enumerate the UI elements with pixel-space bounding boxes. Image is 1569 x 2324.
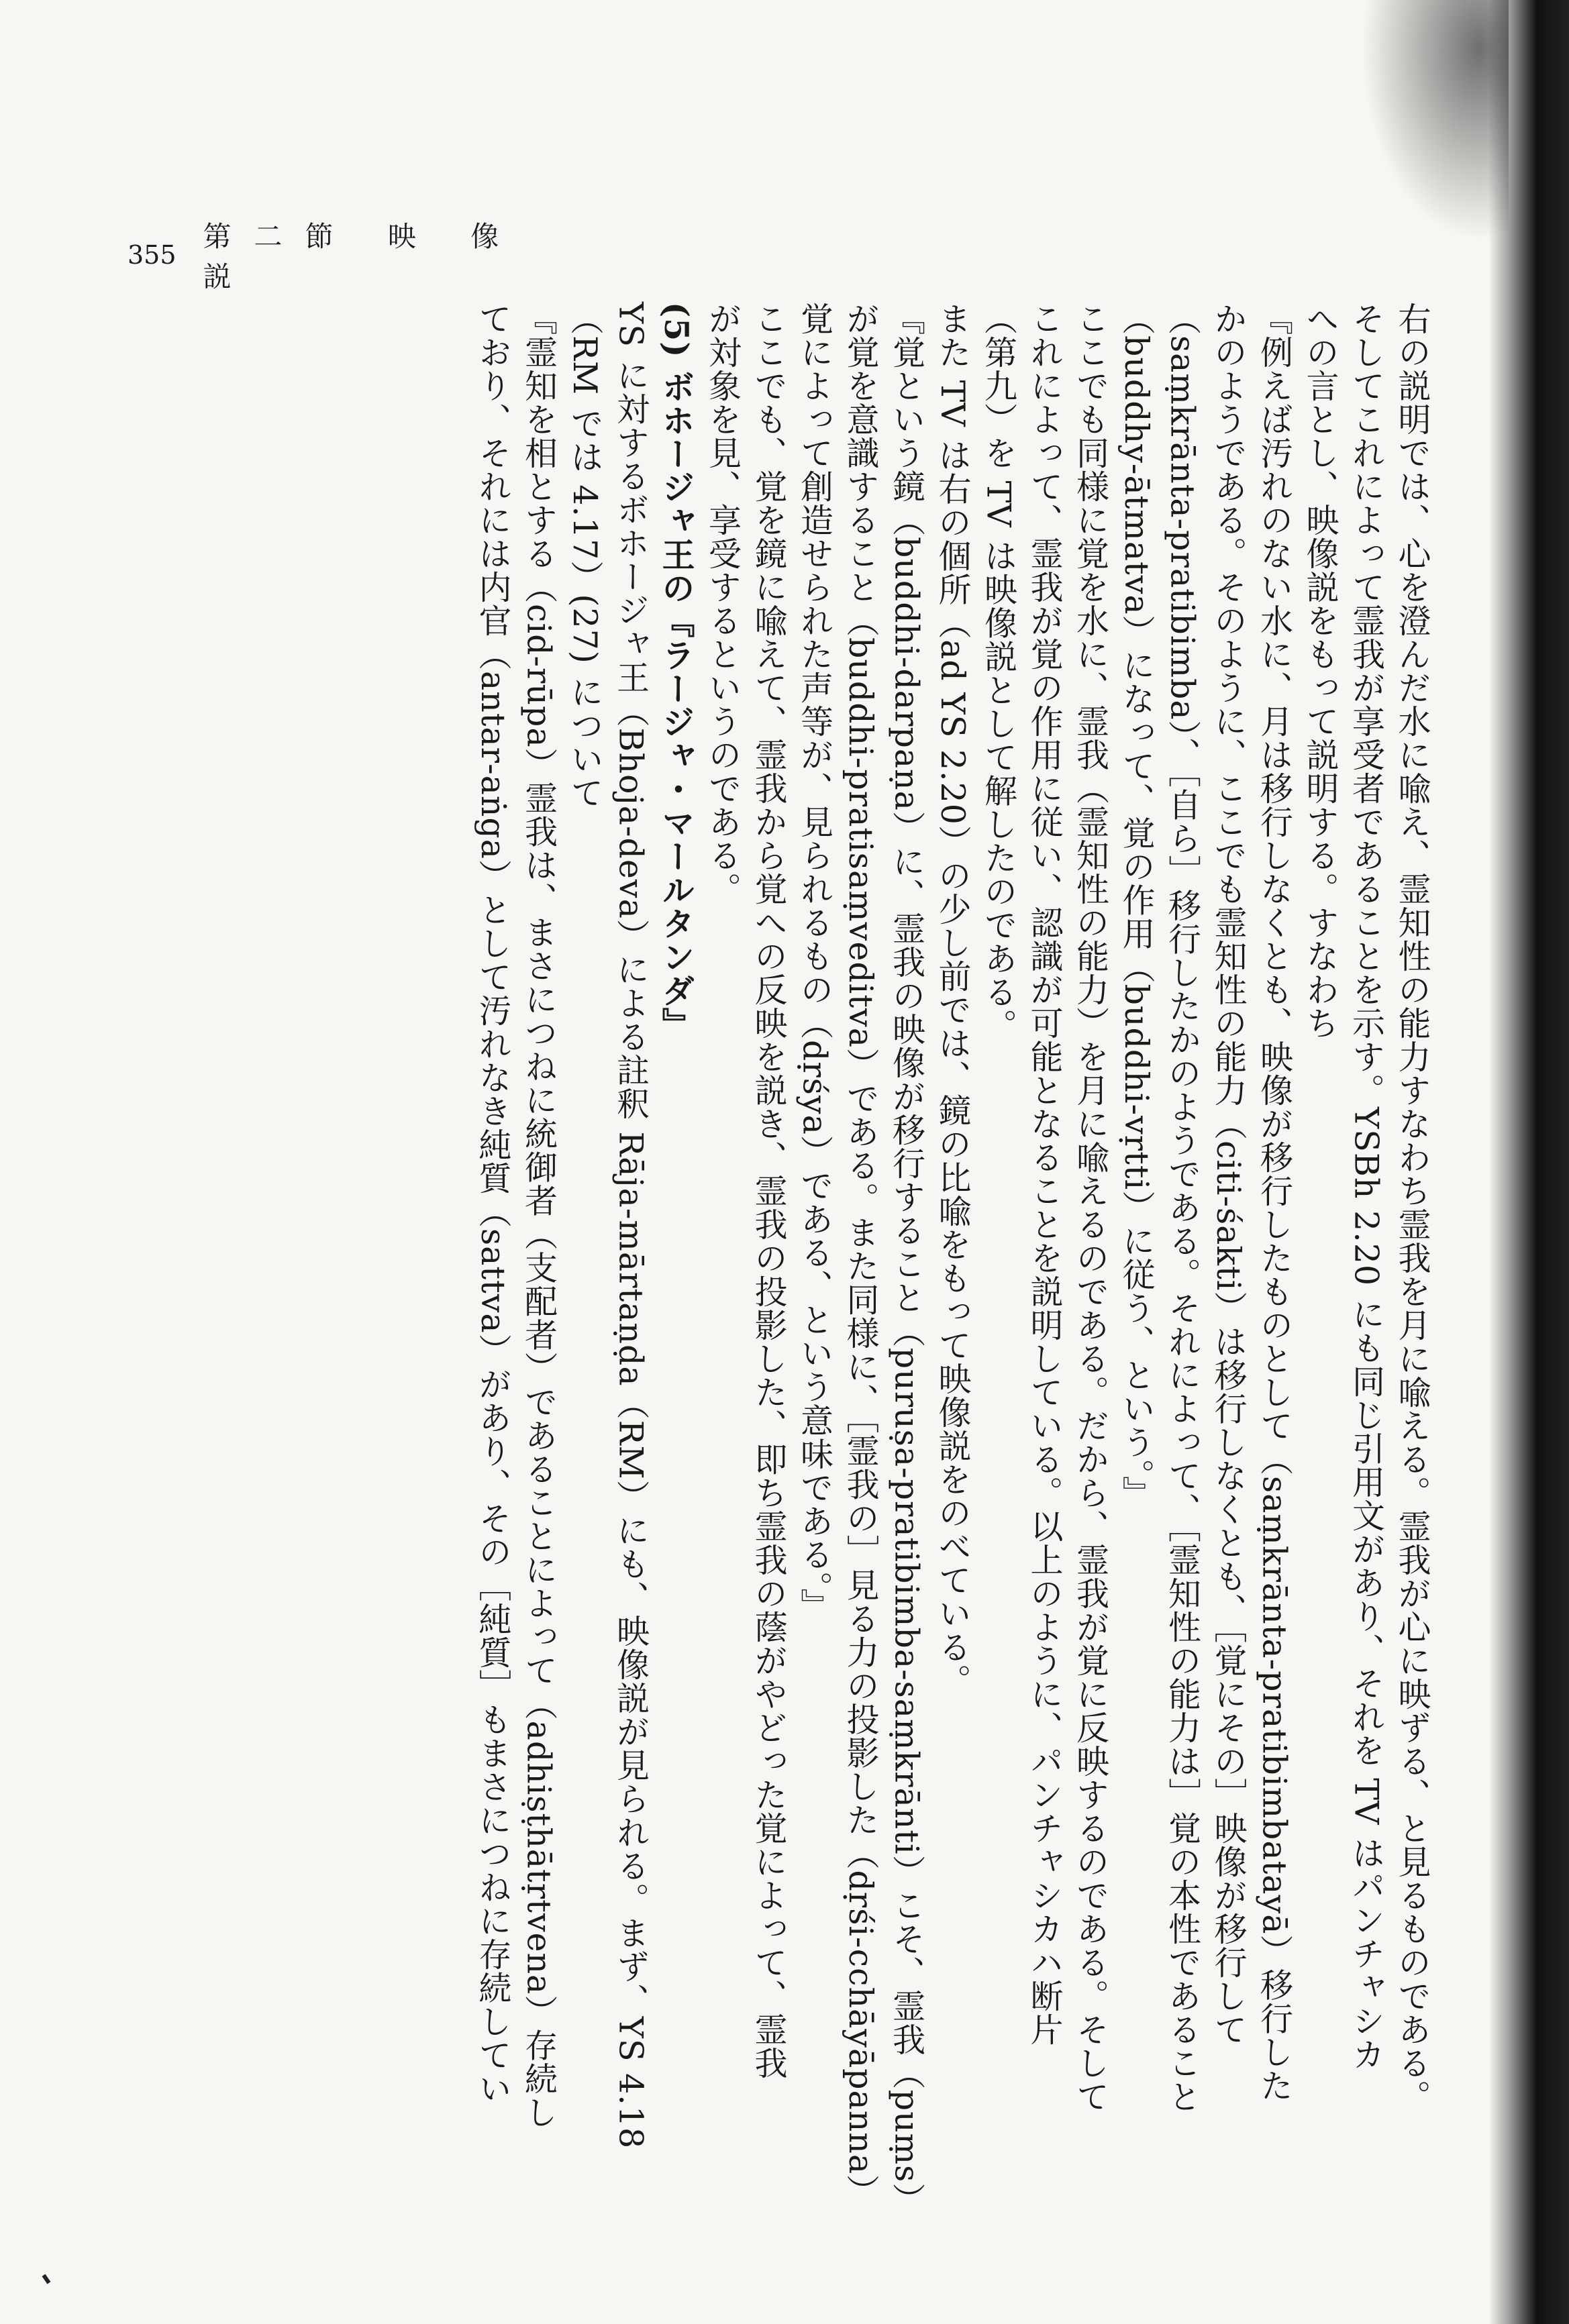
binding-shadow [1488,0,1569,2324]
text-line: これによって、霊我が覚の作用に従い、認識が可能となることを説明している。以上のように、パンチャシカハ断片 [1025,302,1064,2046]
text-line: YS に対するボホージャ王（Bhoja-deva）による註釈 Rāja-mārtaṇḍa（RM）にも、映像説が見られる。まず、YS 4.18 [611,302,650,2150]
text-line: ここでも、覚を鏡に喩えて、霊我から覚への反映を説き、霊我の投影した、即ち霊我の蔭がやどった覚によって、霊我 [750,302,788,2080]
text-line: （RM では 4.17）(27) について [566,302,604,810]
body-text [114,302,1435,2227]
text-line: 『例えば汚れのない水に、月は移行しなくとも、映像が移行したものとして（saṃkrānta-pratibimbatayā）移行した [1255,302,1294,2103]
text-line: （saṃkrānta-pratibimba）、［自ら］移行したかのようである。それによって、［霊知性の能力は］覚の本性であること [1163,302,1202,2114]
text-line: かのようである。そのように、ここでも霊知性の能力（citi-śakti）は移行しなくとも、［覚にその］映像が移行して [1209,302,1248,2046]
text-line: が覚を意識すること（buddhi-pratisaṃveditva）である。また同様に、［霊我の］見る力の投影した（dṛśi-cchāyāpanna） [842,302,880,2209]
text-line: そしてこれによって霊我が享受者であることを示す。YSBh 2.20 にも同じ引用文があり、それを TV はパンチャシカ [1347,302,1386,2071]
text-line: ここでも同様に覚を水に、霊我（霊知性の能力）を月に喩えるのである。だから、霊我が覚に反映するのである。そして [1071,302,1110,2113]
text-line: 『覚という鏡（buddhi-darpaṇa）に、霊我の映像が移行すること（puruṣa-pratibimba-saṃkrānti）こそ、霊我（puṃs） [887,302,926,2217]
text-line: ており、それには内官（antar-aṅga）として汚れなき純質（sattva）があり、その［純質］もまさにつねに存続してい [474,302,512,2105]
text-line: 覚によって創造せられた声等が、見られるもの（dṛśya）である、という意味である。』 [795,302,834,1622]
text-line: （buddhy-ātmatva）になって、覚の作用（buddhi-vṛtti）に従う、という。』 [1117,302,1156,1510]
text-line: また TV は右の個所（ad YS 2.20）の少し前では、鏡の比喩をもって映像説をのべている。 [933,302,972,1697]
text-line: が対象を見、享受するというのである。 [703,302,742,906]
running-title: 第二節 映 像 説 [203,220,522,293]
scan-shadow [1361,0,1509,242]
stray-mark [42,2274,51,2284]
text-line: 右の説明では、心を澄んだ水に喩え、霊知性の能力すなわち霊我を月に喩える。霊我が心に映ずる、と見るものである。 [1393,302,1431,2113]
text-line: 『霊知を相とする（cid-rūpa）霊我は、まさにつねに統御者（支配者）であることによって（adhiṣṭhātṛtvena）存続し [519,302,558,2129]
page-header [128,220,597,293]
section-heading: (5) ボホージャ王の『ラージャ・マールタンダ』 [657,302,696,1041]
text-line: （第九）を TV は映像説として解したのである。 [979,302,1018,1043]
text-line: への言とし、映像説をもって説明する。すなわち [1301,302,1339,1040]
page-number: 355 [128,240,176,270]
